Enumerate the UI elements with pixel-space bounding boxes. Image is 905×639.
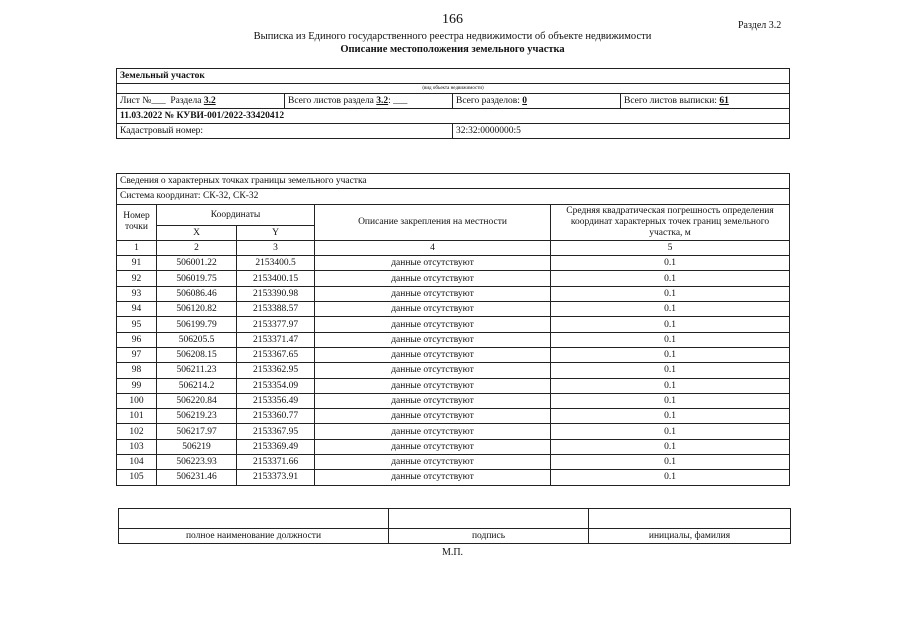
point-number: 98	[117, 363, 157, 378]
points-caption-row	[117, 174, 790, 189]
point-y: 2153373.91	[237, 470, 315, 485]
object-type-row	[117, 69, 790, 84]
date-number: 11.03.2022 № КУВИ-001/2022-33420412	[117, 109, 790, 124]
point-y: 2153388.57	[237, 302, 315, 317]
point-error: 0.1	[551, 455, 790, 470]
col-index-2: 2	[157, 240, 237, 255]
points-body	[117, 256, 790, 485]
page-number: 166	[442, 12, 463, 27]
table-row	[117, 286, 790, 301]
table-row	[117, 393, 790, 408]
point-description: данные отсутствуют	[315, 363, 551, 378]
sheet-label: Лист №	[120, 95, 152, 106]
point-y: 2153356.49	[237, 393, 315, 408]
point-x: 506214.2	[157, 378, 237, 393]
point-number: 91	[117, 256, 157, 271]
cadastral-value: 32:32:0000000:5	[453, 124, 790, 139]
table-row	[117, 409, 790, 424]
object-type: Земельный участок	[117, 69, 790, 84]
total-sheets-blank: : ___	[388, 95, 408, 106]
position-blank	[119, 509, 389, 529]
total-sections-cell	[453, 94, 621, 109]
signature-blank	[389, 509, 589, 529]
point-x: 506231.46	[157, 470, 237, 485]
signature-blank-row	[119, 509, 791, 529]
total-extract-label: Всего листов выписки:	[624, 95, 717, 106]
table-row	[117, 470, 790, 485]
point-error: 0.1	[551, 347, 790, 362]
section-label: Раздела	[170, 95, 202, 106]
table-row	[117, 271, 790, 286]
point-y: 2153400.5	[237, 256, 315, 271]
point-number: 101	[117, 409, 157, 424]
point-error: 0.1	[551, 256, 790, 271]
point-number: 102	[117, 424, 157, 439]
table-row	[117, 256, 790, 271]
point-number: 93	[117, 286, 157, 301]
col-y-header: Y	[237, 225, 315, 240]
table-row	[117, 424, 790, 439]
signature-block	[118, 508, 791, 544]
table-row	[117, 363, 790, 378]
point-y: 2153360.77	[237, 409, 315, 424]
point-number: 96	[117, 332, 157, 347]
point-description: данные отсутствуют	[315, 286, 551, 301]
sign-label: подпись	[389, 529, 589, 544]
document-title: Выписка из Единого государственного реестра недвижимости об объекте недвижимости	[253, 31, 652, 42]
point-error: 0.1	[551, 317, 790, 332]
cadastral-label: Кадастровый номер:	[117, 124, 453, 139]
point-y: 2153377.97	[237, 317, 315, 332]
point-description: данные отсутствуют	[315, 302, 551, 317]
point-error: 0.1	[551, 302, 790, 317]
position-label: полное наименование должности	[119, 529, 389, 544]
signature-label-row	[119, 529, 791, 544]
point-x: 506120.82	[157, 302, 237, 317]
boundary-points-table	[116, 173, 790, 486]
table-row	[117, 332, 790, 347]
col-error-header: Средняя квадратическая погрешность определения координат характерных точек границ земельного участка, м	[551, 204, 790, 240]
point-x: 506205.5	[157, 332, 237, 347]
point-description: данные отсутствуют	[315, 470, 551, 485]
point-y: 2153400.15	[237, 271, 315, 286]
col-index-5: 5	[551, 240, 790, 255]
cadastral-row	[117, 124, 790, 139]
col-x-header: X	[157, 225, 237, 240]
table-row	[117, 439, 790, 454]
date-number-row	[117, 109, 790, 124]
table-row	[117, 302, 790, 317]
name-label: инициалы, фамилия	[589, 529, 791, 544]
total-sheets-value: 3.2	[376, 95, 389, 106]
point-number: 100	[117, 393, 157, 408]
point-description: данные отсутствуют	[315, 256, 551, 271]
point-description: данные отсутствуют	[315, 271, 551, 286]
point-number: 95	[117, 317, 157, 332]
points-caption: Сведения о характерных точках границы земельного участка	[117, 174, 790, 189]
point-description: данные отсутствуют	[315, 378, 551, 393]
name-blank	[589, 509, 791, 529]
table-row	[117, 378, 790, 393]
point-error: 0.1	[551, 363, 790, 378]
point-number: 92	[117, 271, 157, 286]
point-x: 506219	[157, 439, 237, 454]
point-x: 506220.84	[157, 393, 237, 408]
sheet-info-row	[117, 94, 790, 109]
point-x: 506001.22	[157, 256, 237, 271]
point-x: 506208.15	[157, 347, 237, 362]
column-header-row	[117, 204, 790, 225]
point-number: 103	[117, 439, 157, 454]
point-y: 2153354.09	[237, 378, 315, 393]
point-error: 0.1	[551, 332, 790, 347]
point-error: 0.1	[551, 424, 790, 439]
point-error: 0.1	[551, 439, 790, 454]
point-error: 0.1	[551, 378, 790, 393]
total-sections-value: 0	[522, 95, 528, 106]
point-x: 506199.79	[157, 317, 237, 332]
sheet-number-cell	[117, 94, 285, 109]
point-y: 2153390.98	[237, 286, 315, 301]
point-y: 2153371.47	[237, 332, 315, 347]
col-index-3: 3	[237, 240, 315, 255]
object-type-caption: (вид объекта недвижимости)	[117, 84, 790, 94]
col-desc-header: Описание закрепления на местности	[315, 204, 551, 240]
point-description: данные отсутствуют	[315, 317, 551, 332]
point-y: 2153367.95	[237, 424, 315, 439]
table-row	[117, 455, 790, 470]
col-number-header: Номер точки	[117, 204, 157, 240]
section-reference: Раздел 3.2	[738, 20, 782, 31]
total-sheets-cell	[285, 94, 453, 109]
point-x: 506086.46	[157, 286, 237, 301]
point-number: 94	[117, 302, 157, 317]
point-description: данные отсутствуют	[315, 332, 551, 347]
total-extract-value: 61	[719, 95, 729, 106]
total-sections-label: Всего разделов:	[456, 95, 520, 106]
col-index-4: 4	[315, 240, 551, 255]
point-error: 0.1	[551, 393, 790, 408]
point-description: данные отсутствуют	[315, 347, 551, 362]
point-y: 2153367.65	[237, 347, 315, 362]
point-error: 0.1	[551, 286, 790, 301]
point-x: 506019.75	[157, 271, 237, 286]
table-row	[117, 347, 790, 362]
coord-system-row	[117, 189, 790, 204]
point-y: 2153362.95	[237, 363, 315, 378]
point-x: 506211.23	[157, 363, 237, 378]
point-description: данные отсутствуют	[315, 439, 551, 454]
stamp-label: М.П.	[441, 547, 464, 558]
point-number: 99	[117, 378, 157, 393]
point-y: 2153371.66	[237, 455, 315, 470]
point-description: данные отсутствуют	[315, 409, 551, 424]
col-coords-header: Координаты	[157, 204, 315, 225]
sheet-blank: ___	[151, 95, 166, 106]
point-x: 506219.23	[157, 409, 237, 424]
point-error: 0.1	[551, 470, 790, 485]
point-number: 104	[117, 455, 157, 470]
total-sheets-label: Всего листов раздела	[288, 95, 374, 106]
point-error: 0.1	[551, 409, 790, 424]
point-x: 506223.93	[157, 455, 237, 470]
document-subtitle: Описание местоположения земельного участка	[340, 44, 565, 55]
column-index-row	[117, 240, 790, 255]
total-extract-cell	[621, 94, 790, 109]
point-x: 506217.97	[157, 424, 237, 439]
point-error: 0.1	[551, 271, 790, 286]
section-value: 3.2	[203, 95, 216, 106]
point-number: 105	[117, 470, 157, 485]
header-table	[116, 68, 790, 139]
point-y: 2153369.49	[237, 439, 315, 454]
table-row	[117, 317, 790, 332]
point-description: данные отсутствуют	[315, 424, 551, 439]
point-number: 97	[117, 347, 157, 362]
object-type-caption-row	[117, 84, 790, 94]
point-description: данные отсутствуют	[315, 393, 551, 408]
point-description: данные отсутствуют	[315, 455, 551, 470]
col-index-1: 1	[117, 240, 157, 255]
coord-system: Система координат: СК-32, СК-32	[117, 189, 790, 204]
